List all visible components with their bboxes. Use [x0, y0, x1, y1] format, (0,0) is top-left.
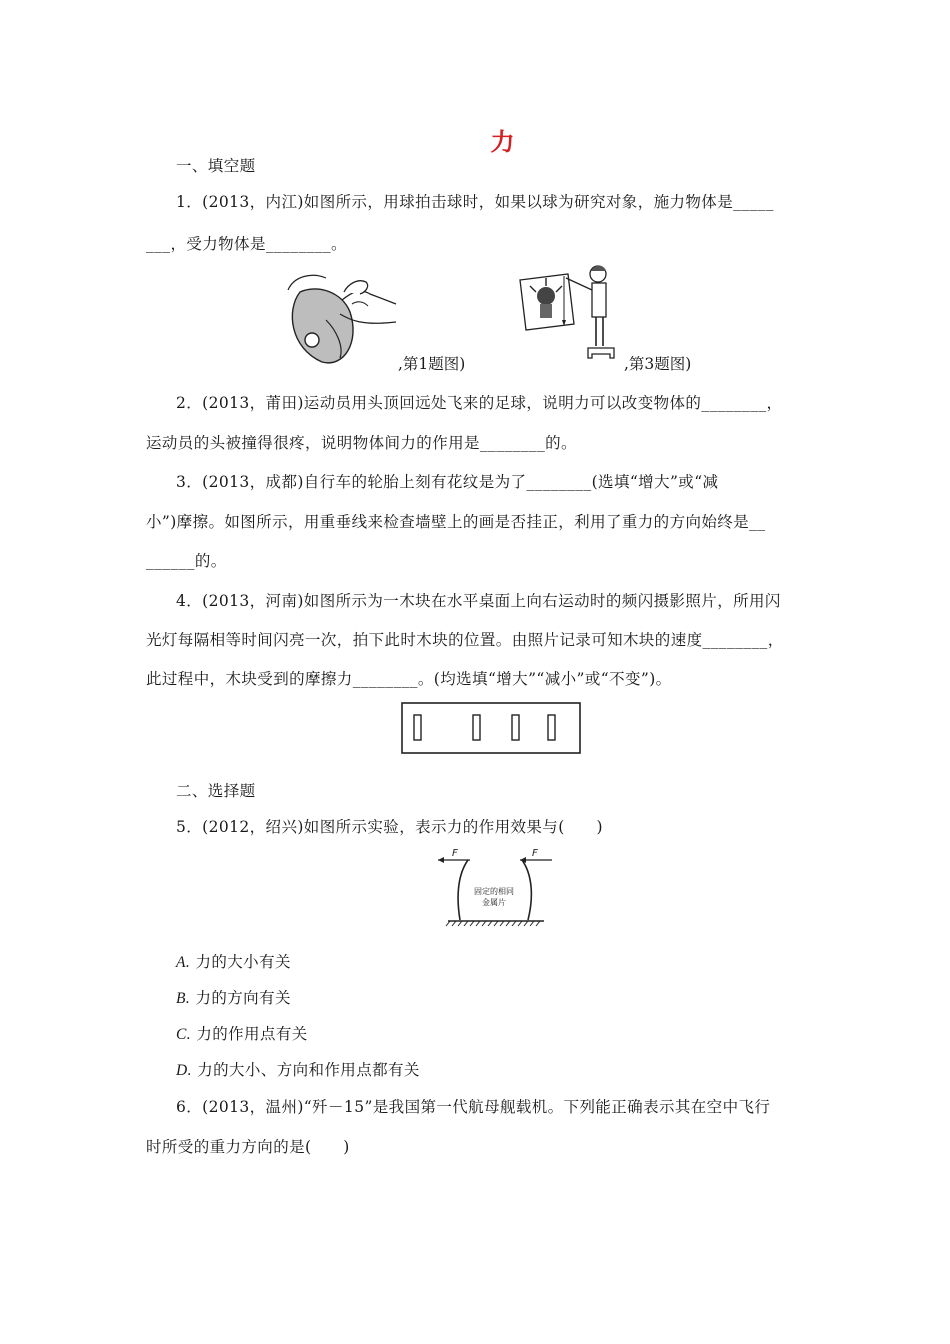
- plumb-line-figure: [516, 262, 626, 372]
- section-heading-choice: 二、选择题: [176, 782, 256, 800]
- strobe-photo-figure: [401, 702, 581, 754]
- figure-1-caption: ,第1题图): [398, 355, 466, 373]
- option-b: B. 力的方向有关: [176, 989, 291, 1007]
- question-2-line-2: 运动员的头被撞得很疼，说明物体间力的作用是________的。: [146, 434, 577, 452]
- option-d: D. 力的大小、方向和作用点都有关: [176, 1061, 420, 1079]
- figure-label-line-1: 固定的相同: [474, 887, 514, 896]
- block-position-2: [473, 715, 480, 740]
- force-label-right: F: [532, 848, 538, 859]
- force-label-left: F: [452, 848, 458, 859]
- figure-label-line-2: 金属片: [482, 898, 506, 907]
- racket-figure: [282, 270, 400, 370]
- metal-strips-figure: [436, 844, 556, 928]
- block-position-1: [414, 715, 421, 740]
- block-position-4: [548, 715, 555, 740]
- question-4-line-2: 光灯每隔相等时间闪亮一次，拍下此时木块的位置。由照片记录可知木块的速度________，: [146, 631, 784, 649]
- question-1-line-1: 1．(2013，内江)如图所示，用球拍击球时，如果以球为研究对象，施力物体是_____: [176, 193, 774, 211]
- question-1-line-2: ___，受力物体是________。: [146, 235, 347, 253]
- page-title: 力: [490, 128, 515, 156]
- question-3-line-2: 小”)摩擦。如图所示，用重垂线来检查墙壁上的画是否挂正，利用了重力的方向始终是__: [146, 513, 766, 531]
- question-2-line-1: 2．(2013，莆田)运动员用头顶回远处飞来的足球，说明力可以改变物体的________，: [176, 394, 783, 412]
- question-4-line-3: 此过程中，木块受到的摩擦力________。(均选填“增大”“减小”或“不变”)。: [146, 670, 672, 688]
- question-4-line-1: 4．(2013，河南)如图所示为一木块在水平桌面上向右运动时的频闪摄影照片，所用闪: [176, 592, 781, 610]
- block-position-3: [512, 715, 519, 740]
- option-c: C. 力的作用点有关: [176, 1025, 308, 1043]
- figure-3-caption: ,第3题图): [624, 355, 692, 373]
- option-a: A. 力的大小有关: [176, 953, 291, 971]
- question-3-line-1: 3．(2013，成都)自行车的轮胎上刻有花纹是为了________(选填“增大”或“减: [176, 473, 719, 491]
- section-heading-fill-in: 一、填空题: [176, 157, 256, 175]
- question-6-line-1: 6．(2013，温州)“歼－15”是我国第一代航母舰载机。下列能正确表示其在空中飞行: [176, 1098, 771, 1116]
- question-3-line-3: ______的。: [146, 552, 227, 570]
- question-6-line-2: 时所受的重力方向的是( ): [146, 1138, 350, 1156]
- question-5-stem: 5．(2012，绍兴)如图所示实验，表示力的作用效果与( ): [176, 818, 603, 836]
